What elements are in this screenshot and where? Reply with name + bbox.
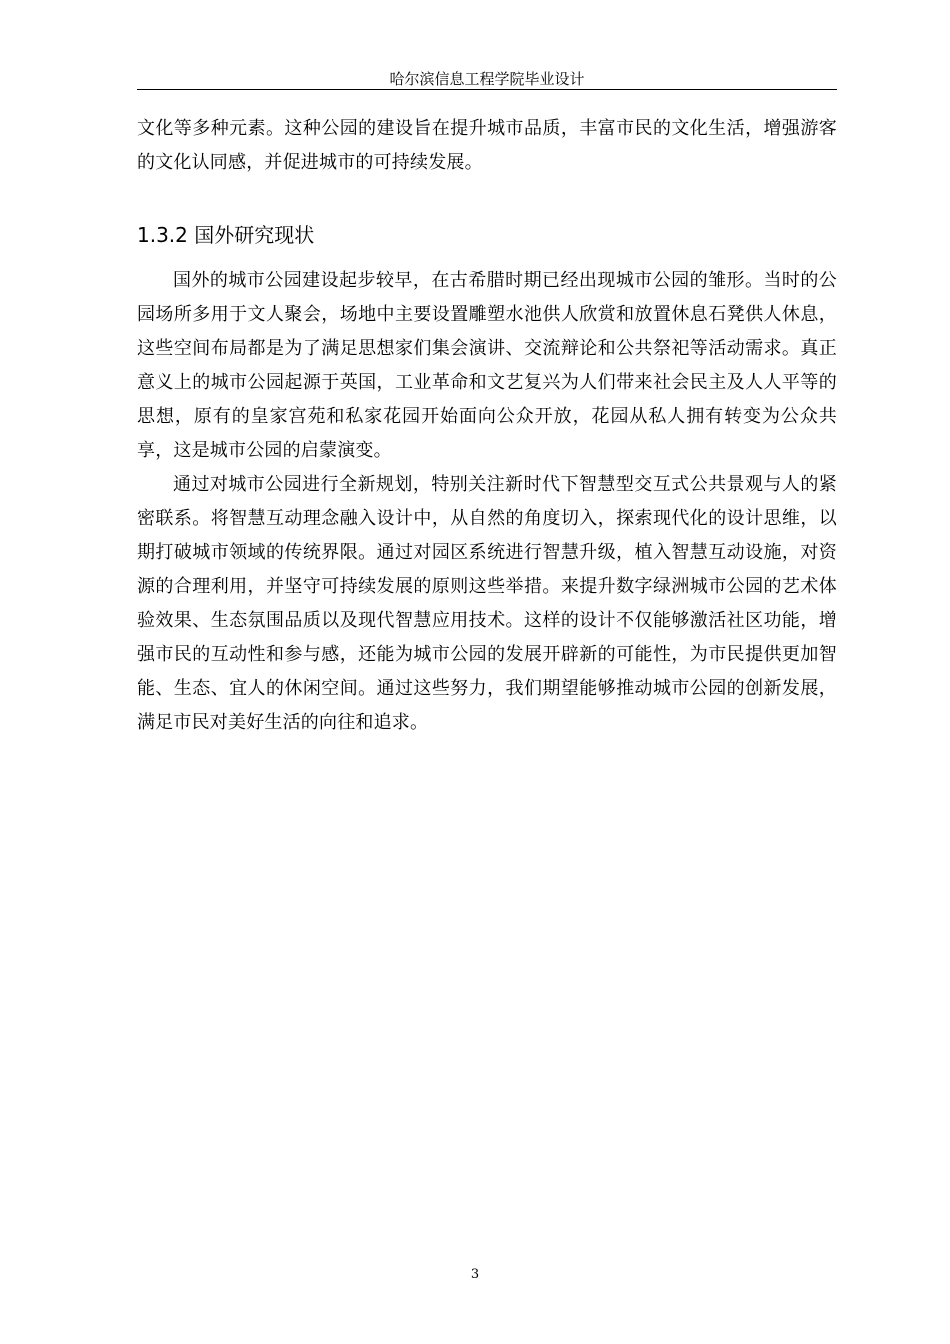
section-heading: 1.3.2 国外研究现状 <box>137 223 315 247</box>
page-header-title: 哈尔滨信息工程学院毕业设计 <box>389 70 585 88</box>
page-body <box>137 112 837 740</box>
body-paragraph-2: 通过对城市公园进行全新规划，特别关注新时代下智慧型交互式公共景观与人的紧密联系。将智慧互动理念融入设计中，从自然的角度切入，探索现代化的设计思维，以期打破城市领域的传统界限。通过对园区系统进行智慧升级，植入智慧互动设施，对资源的合理利用，并坚守可持续发展的原则这些举措。来提升数字绿洲城市公园的艺术体验效果、生态氛围品质以及现代智慧应用技术。这样的设计不仅能够激活社区功能，增强市民的互动性和参与感，还能为城市公园的发展开辟新的可能性，为市民提供更加智能、生态、宜人的休闲空间。通过这些努力，我们期望能够推动城市公园的创新发展，满足市民对美好生活的向往和追求。 <box>137 474 837 733</box>
body-paragraph-1: 国外的城市公园建设起步较早，在古希腊时期已经出现城市公园的雏形。当时的公园场所多用于文人聚会，场地中主要设置雕塑水池供人欣赏和放置休息石凳供人休息，这些空间布局都是为了满足思想家们集会演讲、交流辩论和公共祭祀等活动需求。真正意义上的城市公园起源于英国，工业革命和文艺复兴为人们带来社会民主及人人平等的思想，原有的皇家宫苑和私家花园开始面向公众开放，花园从私人拥有转变为公众共享，这是城市公园的启蒙演变。 <box>137 270 837 461</box>
continuation-paragraph: 文化等多种元素。这种公园的建设旨在提升城市品质，丰富市民的文化生活，增强游客的文化认同感，并促进城市的可持续发展。 <box>137 118 837 173</box>
page-number: 3 <box>470 1267 480 1282</box>
header-divider <box>137 89 837 90</box>
